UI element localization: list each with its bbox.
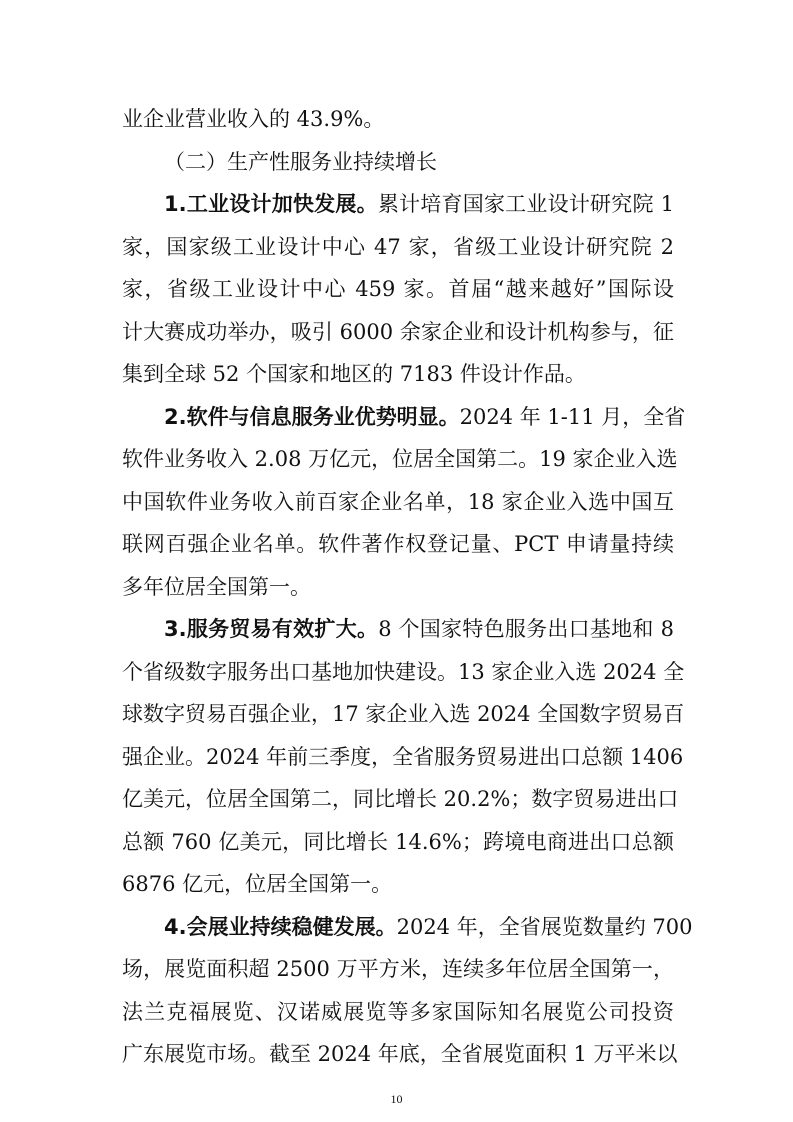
line-text: 法兰克福展览、汉诺威展览等多家国际知名展览公司投资 [122, 1000, 674, 1024]
text-line-22 [122, 999, 674, 1025]
text-line-11 [122, 531, 674, 557]
text-line-18 [122, 829, 674, 855]
line-text: 集到全球 52 个国家和地区的 7183 件设计作品。 [122, 362, 586, 386]
text-line-4 [122, 234, 674, 260]
text-line-8 [164, 404, 686, 430]
text-line-21 [122, 956, 674, 982]
text-line-3 [164, 191, 674, 217]
text-line-9 [122, 446, 678, 472]
line-text: 亿美元，位居全国第二，同比增长 20.2%；数字贸易进出口 [122, 787, 679, 811]
text-line-17 [122, 786, 679, 812]
section-heading-text: （二）生产性服务业持续增长 [164, 150, 437, 174]
text-line-1 [122, 106, 674, 132]
line-text: 个省级数字服务出口基地加快建设。13 家企业入选 2024 全 [122, 660, 685, 684]
line-text: 强企业。2024 年前三季度，全省服务贸易进出口总额 1406 [122, 745, 684, 769]
line-text: 场，展览面积超 2500 万平方米，连续多年位居全国第一， [122, 957, 674, 981]
subheading-service-trade: 3.服务贸易有效扩大。 [164, 617, 379, 641]
text-line-5 [122, 276, 674, 302]
text-line-19 [122, 871, 674, 897]
text-line-12 [122, 574, 674, 600]
text-line-7 [122, 361, 674, 387]
text-line-10 [122, 489, 674, 515]
text-line-16 [122, 744, 684, 770]
line-text: 总额 760 亿美元，同比增长 14.6%；跨境电商进出口总额 [122, 830, 674, 854]
text-line-6 [122, 319, 674, 345]
line-text: 累计培育国家工业设计研究院 1 [377, 192, 674, 216]
line-text: 家，省级工业设计中心 459 家。首届“越来越好”国际设 [122, 277, 674, 301]
subheading-software: 2.软件与信息服务业优势明显。 [164, 405, 460, 429]
line-text: 软件业务收入 2.08 万亿元，位居全国第二。19 家企业入选 [122, 447, 678, 471]
line-text: 中国软件业务收入前百家企业名单，18 家企业入选中国互 [122, 490, 674, 514]
page-number: 10 [390, 1092, 403, 1106]
line-text: 广东展览市场。截至 2024 年底，全省展览面积 1 万平米以 [122, 1042, 678, 1066]
line-text: 球数字贸易百强企业，17 家企业入选 2024 全国数字贸易百 [122, 702, 685, 726]
section-heading [164, 149, 674, 175]
text-line-14 [122, 659, 685, 685]
line-text: 家，国家级工业设计中心 47 家，省级工业设计研究院 2 [122, 235, 674, 259]
line-text: 2024 年，全省展览数量约 700 [396, 915, 693, 939]
line-text: 业企业营业收入的 43.9%。 [122, 107, 385, 131]
text-line-13 [164, 616, 674, 642]
text-line-15 [122, 701, 685, 727]
line-text: 6876 亿元，位居全国第一。 [122, 872, 393, 896]
text-line-20 [164, 914, 693, 940]
line-text: 联网百强企业名单。软件著作权登记量、PCT 申请量持续 [122, 532, 674, 556]
subheading-exhibition: 4.会展业持续稳健发展。 [164, 915, 397, 939]
line-text: 8 个国家特色服务出口基地和 8 [378, 617, 674, 641]
line-text: 2024 年 1-11 月，全省 [459, 405, 686, 429]
line-text: 计大赛成功举办，吸引 6000 余家企业和设计机构参与，征 [122, 320, 674, 344]
subheading-industrial-design: 1.工业设计加快发展。 [164, 192, 378, 216]
line-text: 多年位居全国第一。 [122, 575, 311, 599]
text-line-23 [122, 1041, 678, 1067]
